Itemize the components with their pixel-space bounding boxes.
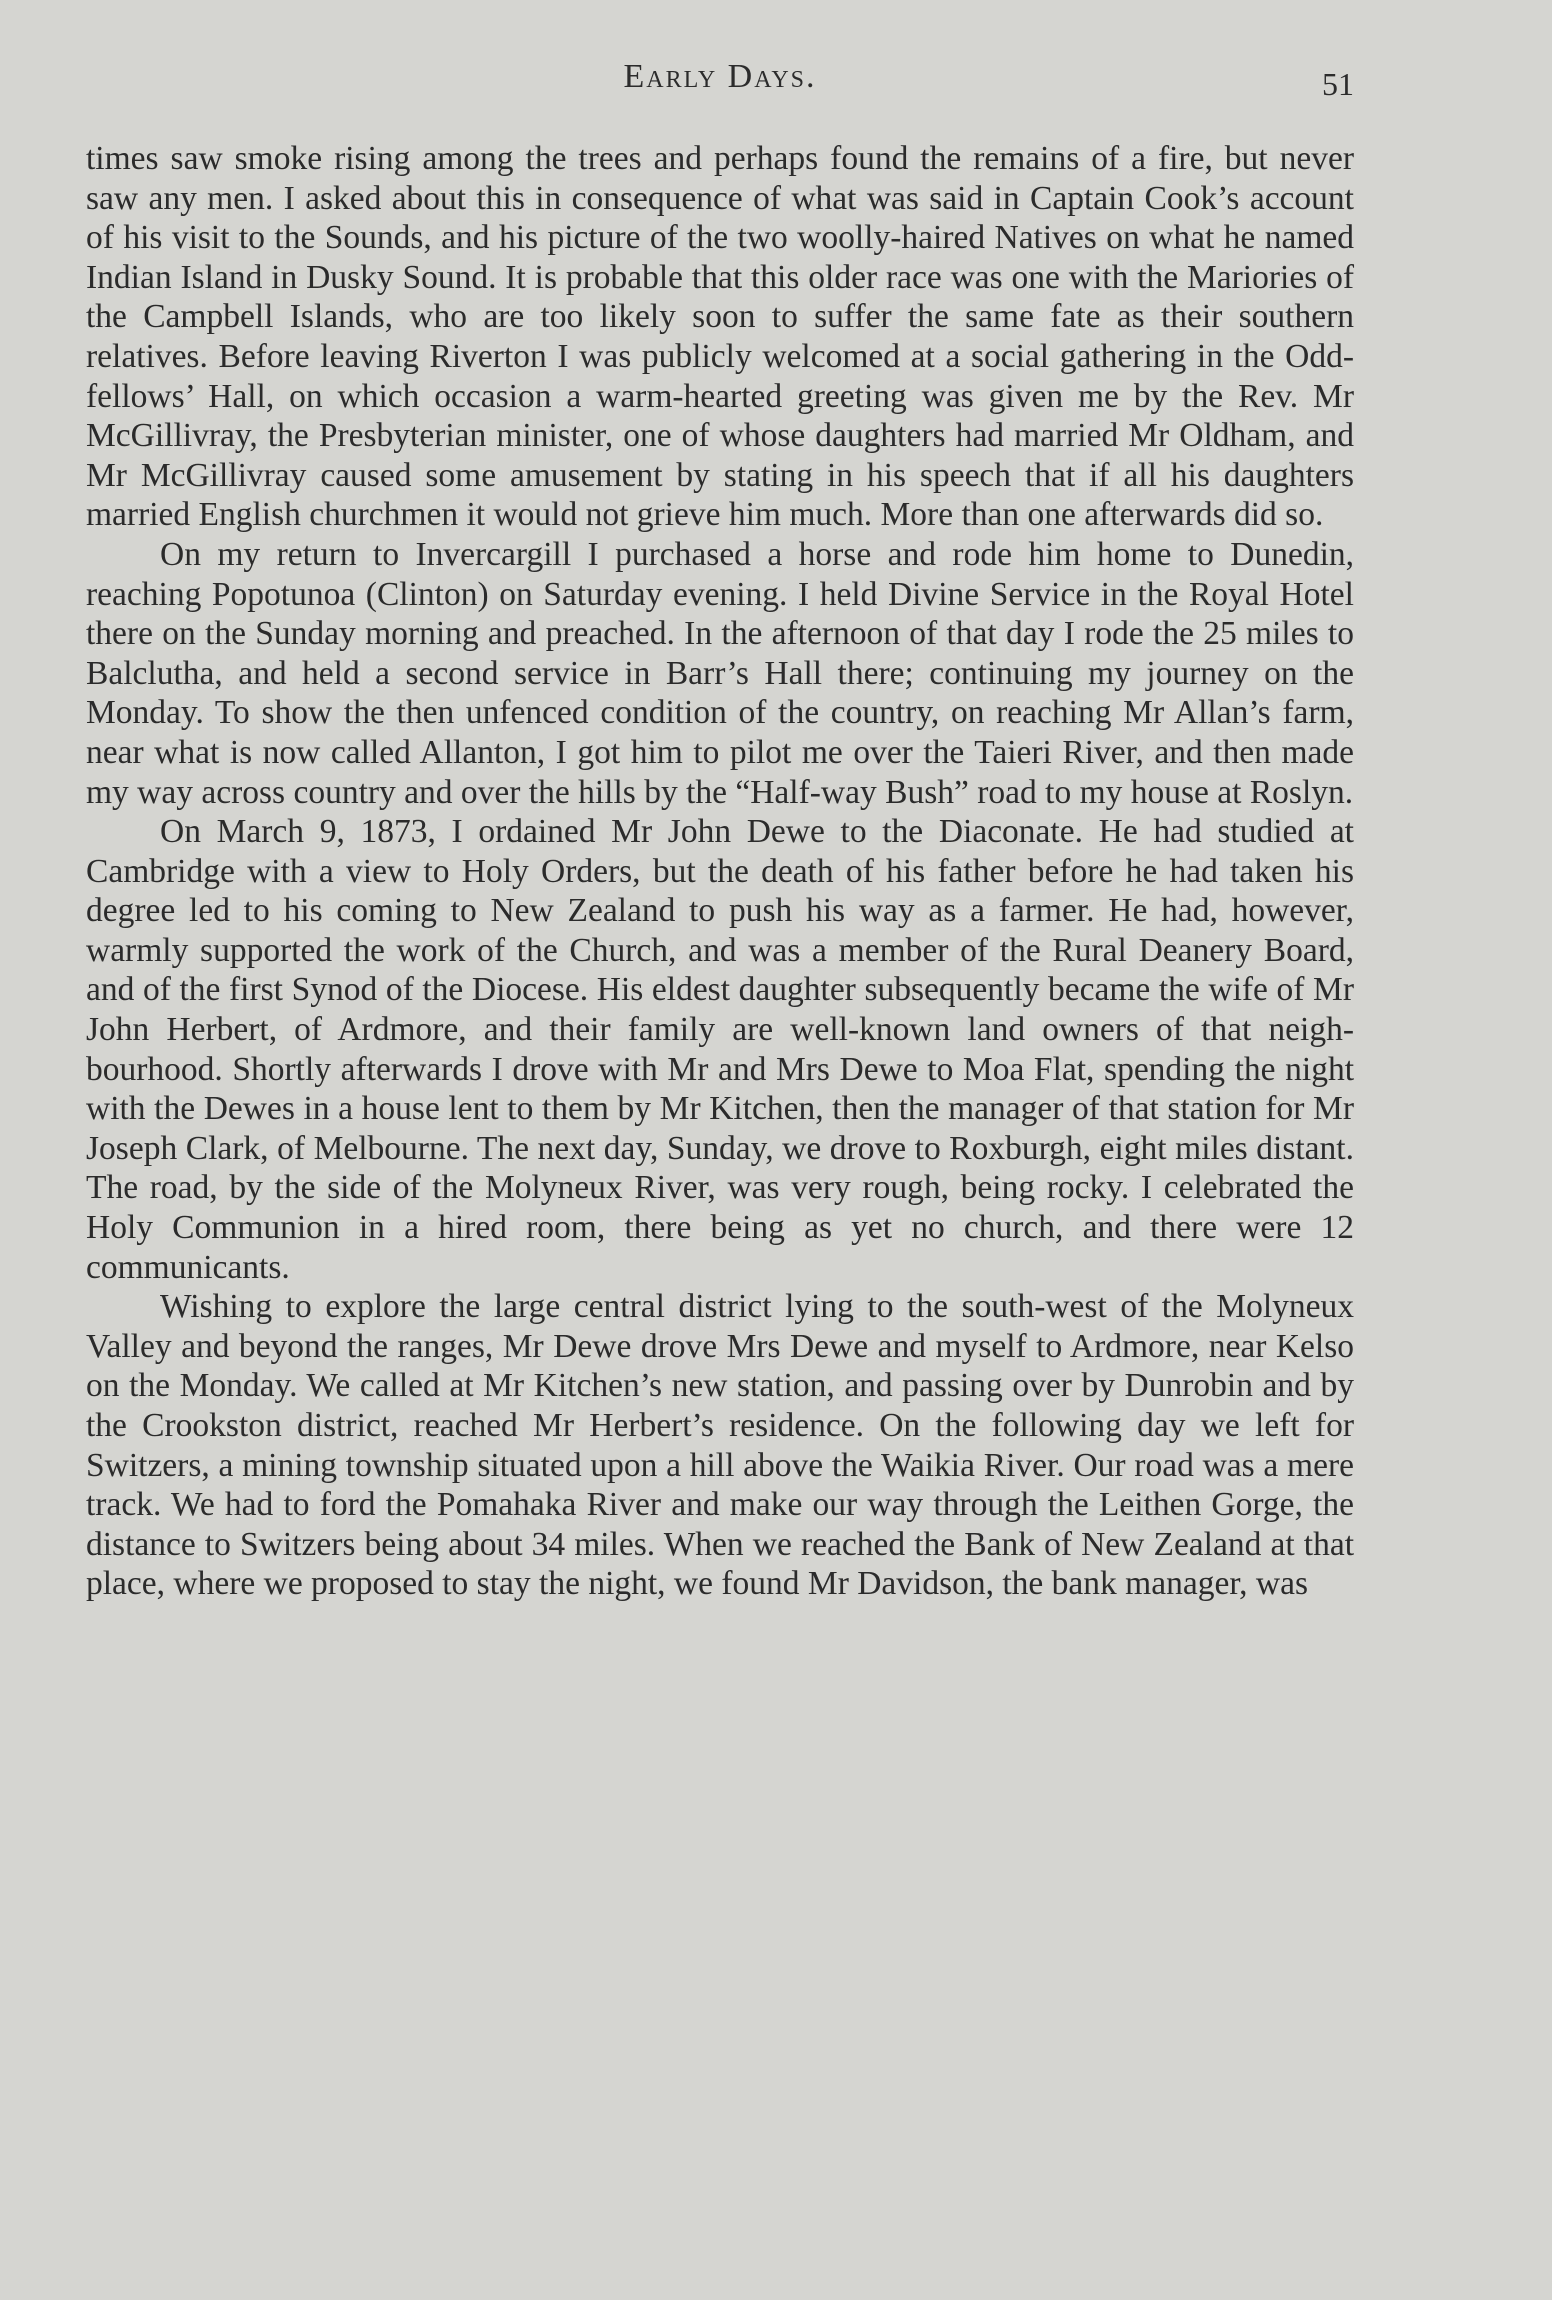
paragraph: Wishing to explore the large central district lying to the south-west of the Molyneux Valley and beyond the ranges, Mr Dewe drove Mrs Dewe and myself to Ardmore, near Kelso on the Monday. We called at Mr Kitchen’s new station, and passing over by Dunrobin and by the Crookston district, reached Mr Herbert’s residence. On the following day we left for Switzers, a mining township situated upon a hill above the Waikia River. Our road was a mere track. We had to ford the Pomahaka River and make our way through the Leithen Gorge, the distance to Switzers being about 34 miles. When we reached the Bank of New Zealand at that place, where we proposed to stay the night, we found Mr Davidson, the bank manager, was — [86, 1288, 1354, 1603]
body-text — [86, 139, 1354, 1604]
paragraph: times saw smoke rising among the trees and perhaps found the remains of a fire, but never saw any men. I asked about this in consequence of what was said in Captain Cook’s account of his visit to the Sounds, and his picture of the two woolly-haired Natives on what he named Indian Island in Dusky Sound. It is probable that this older race was one with the Mariories of the Campbell Islands, who are too likely soon to suffer the same fate as their southern relatives. Before leaving Riverton I was publicly welcomed at a social gathering in the Odd-fellows’ Hall, on which occasion a warm-hearted greeting was given me by the Rev. Mr McGillivray, the Presbyterian minister, one of whose daughters had married Mr Oldham, and Mr McGillivray caused some amusement by stating in his speech that if all his daughters married English churchmen it would not grieve him much. More than one afterwards did so. — [86, 140, 1354, 534]
running-head — [86, 58, 1354, 108]
running-title: Early Days. — [623, 58, 817, 95]
paragraph: On my return to Invercargill I purchased a horse and rode him home to Dunedin, reaching Popotunoa (Clinton) on Saturday evening. I held Divine Service in the Royal Hotel there on the Sunday morning and preached. In the afternoon of that day I rode the 25 miles to Balclutha, and held a second service in Barr’s Hall there; continuing my journey on the Monday. To show the then unfenced condition of the country, on reaching Mr Allan’s farm, near what is now called Allanton, I got him to pilot me over the Taieri River, and then made my way across country and over the hills by the “Half-way Bush” road to my house at Roslyn. — [86, 535, 1354, 811]
page-number: 51 — [1322, 66, 1354, 102]
paragraph: On March 9, 1873, I ordained Mr John Dewe to the Diaconate. He had studied at Cambridge with a view to Holy Orders, but the death of his father before he had taken his degree led to his coming to New Zealand to push his way as a farmer. He had, however, warmly supported the work of the Church, and was a member of the Rural Deanery Board, and of the first Synod of the Diocese. His eldest daughter subsequently became the wife of Mr John Herbert, of Ardmore, and their family are well-known land owners of that neigh-bourhood. Shortly afterwards I drove with Mr and Mrs Dewe to Moa Flat, spending the night with the Dewes in a house lent to them by Mr Kitchen, then the manager of that station for Mr Joseph Clark, of Melbourne. The next day, Sunday, we drove to Roxburgh, eight miles distant. The road, by the side of the Molyneux River, was very rough, being rocky. I celebrated the Holy Communion in a hired room, there being as yet no church, and there were 12 communicants. — [86, 813, 1354, 1286]
